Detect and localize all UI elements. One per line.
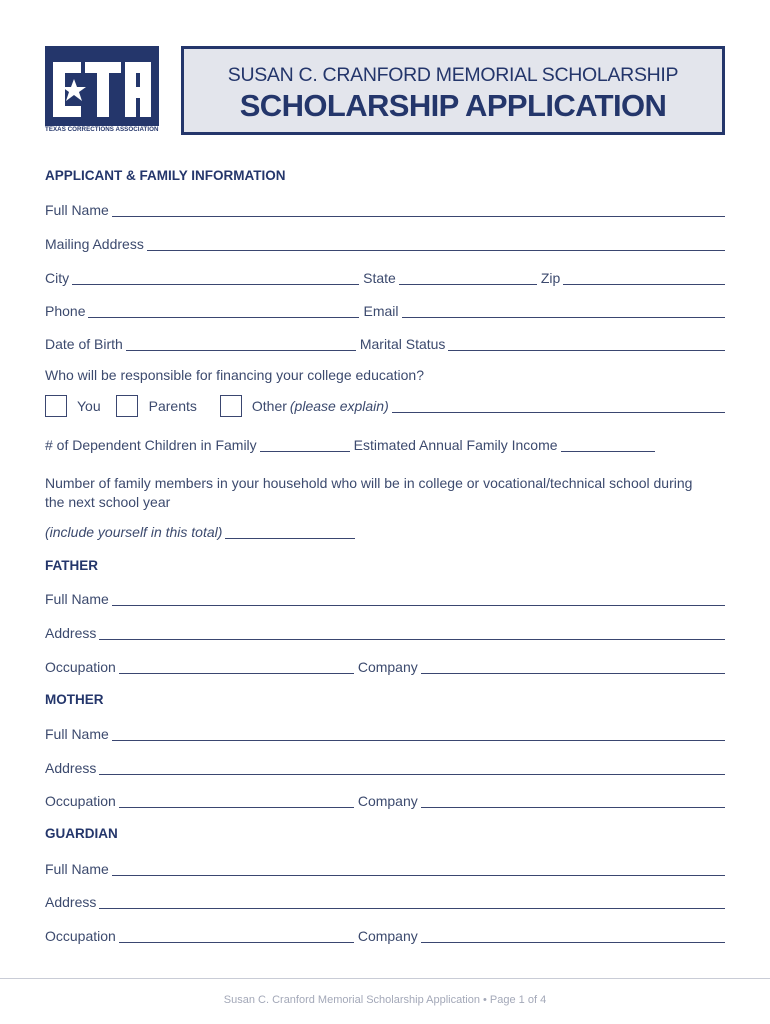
label-guardian-company: Company [357,928,418,944]
section-heading-father: FATHER [45,558,98,573]
label-mother-occupation: Occupation [45,793,116,809]
household-question: Number of family members in your household who will be in college or vocational/technical school during the next school year [45,475,693,510]
other-explain-field[interactable] [392,398,725,413]
section-heading-applicant: APPLICANT & FAMILY INFORMATION [45,168,286,183]
row-guardian-address [45,891,725,911]
row-guardian-full-name [45,858,725,878]
page-title: SCHOLARSHIP APPLICATION [239,88,667,123]
label-mother-address: Address [45,760,97,776]
row-mother-occupation [45,790,725,810]
city-field[interactable] [72,270,359,285]
label-parents: Parents [148,398,197,414]
logo-caption: TEXAS CORRECTIONS ASSOCIATION [45,126,159,133]
mother-full-name-field[interactable] [112,726,725,741]
label-dependent-children: # of Dependent Children in Family [45,437,257,453]
label-date-of-birth: Date of Birth [45,336,123,352]
label-father-full-name: Full Name [45,591,109,607]
label-zip: Zip [540,270,561,286]
zip-field[interactable] [563,270,725,285]
row-mother-address [45,757,725,777]
scholarship-name: SUSAN C. CRANFORD MEMORIAL SCHOLARSHIP [227,64,679,86]
family-income-field[interactable] [561,437,655,452]
label-you: You [77,398,101,414]
label-family-income: Estimated Annual Family Income [353,437,558,453]
section-heading-mother: MOTHER [45,692,104,707]
label-guardian-occupation: Occupation [45,928,116,944]
row-father-occupation [45,656,725,676]
phone-field[interactable] [88,303,359,318]
mailing-address-field[interactable] [147,236,725,251]
label-mother-company: Company [357,793,418,809]
row-mother-full-name [45,723,725,743]
mother-address-field[interactable] [99,760,725,775]
full-name-field[interactable] [112,202,725,217]
father-occupation-field[interactable] [119,659,354,674]
row-dob-marital [45,333,725,353]
guardian-occupation-field[interactable] [119,928,354,943]
label-full-name: Full Name [45,202,109,218]
guardian-address-field[interactable] [99,894,725,909]
row-household-count [45,521,725,541]
label-guardian-full-name: Full Name [45,861,109,877]
row-dependents-income [45,434,725,454]
title-box [181,46,725,135]
label-mailing-address: Mailing Address [45,236,144,252]
label-other: Other [251,398,287,414]
financing-question: Who will be responsible for financing your college education? [45,367,424,383]
label-father-company: Company [357,659,418,675]
label-marital-status: Marital Status [359,336,446,352]
checkbox-you[interactable] [45,395,67,417]
row-guardian-occupation [45,925,725,945]
label-phone: Phone [45,303,86,319]
row-applicant-full-name [45,199,725,219]
label-include-yourself: (include yourself in this total) [45,524,223,540]
father-company-field[interactable] [421,659,725,674]
father-full-name-field[interactable] [112,591,725,606]
mother-occupation-field[interactable] [119,793,354,808]
row-financing-options [45,395,725,415]
row-father-full-name [45,588,725,608]
father-address-field[interactable] [99,625,725,640]
row-phone-email [45,300,725,320]
state-field[interactable] [399,270,537,285]
guardian-company-field[interactable] [421,928,725,943]
label-mother-full-name: Full Name [45,726,109,742]
label-email: Email [363,303,399,319]
row-mailing-address [45,233,725,253]
label-city: City [45,270,70,286]
household-count-field[interactable] [225,524,355,539]
label-father-occupation: Occupation [45,659,116,675]
row-city-state-zip [45,267,725,287]
row-father-address [45,622,725,642]
checkbox-parents[interactable] [116,395,138,417]
section-heading-guardian: GUARDIAN [45,826,118,841]
label-father-address: Address [45,625,97,641]
footer-divider [0,978,770,979]
email-field[interactable] [402,303,726,318]
label-guardian-address: Address [45,894,97,910]
guardian-full-name-field[interactable] [112,861,725,876]
dependent-children-field[interactable] [260,437,350,452]
date-of-birth-field[interactable] [126,336,356,351]
tca-logo [45,46,159,136]
label-other-note: (please explain) [289,398,389,414]
page-footer: Susan C. Cranford Memorial Scholarship Application • Page 1 of 4 [223,994,547,1006]
checkbox-other[interactable] [220,395,242,417]
mother-company-field[interactable] [421,793,725,808]
label-state: State [363,270,396,286]
marital-status-field[interactable] [448,336,725,351]
